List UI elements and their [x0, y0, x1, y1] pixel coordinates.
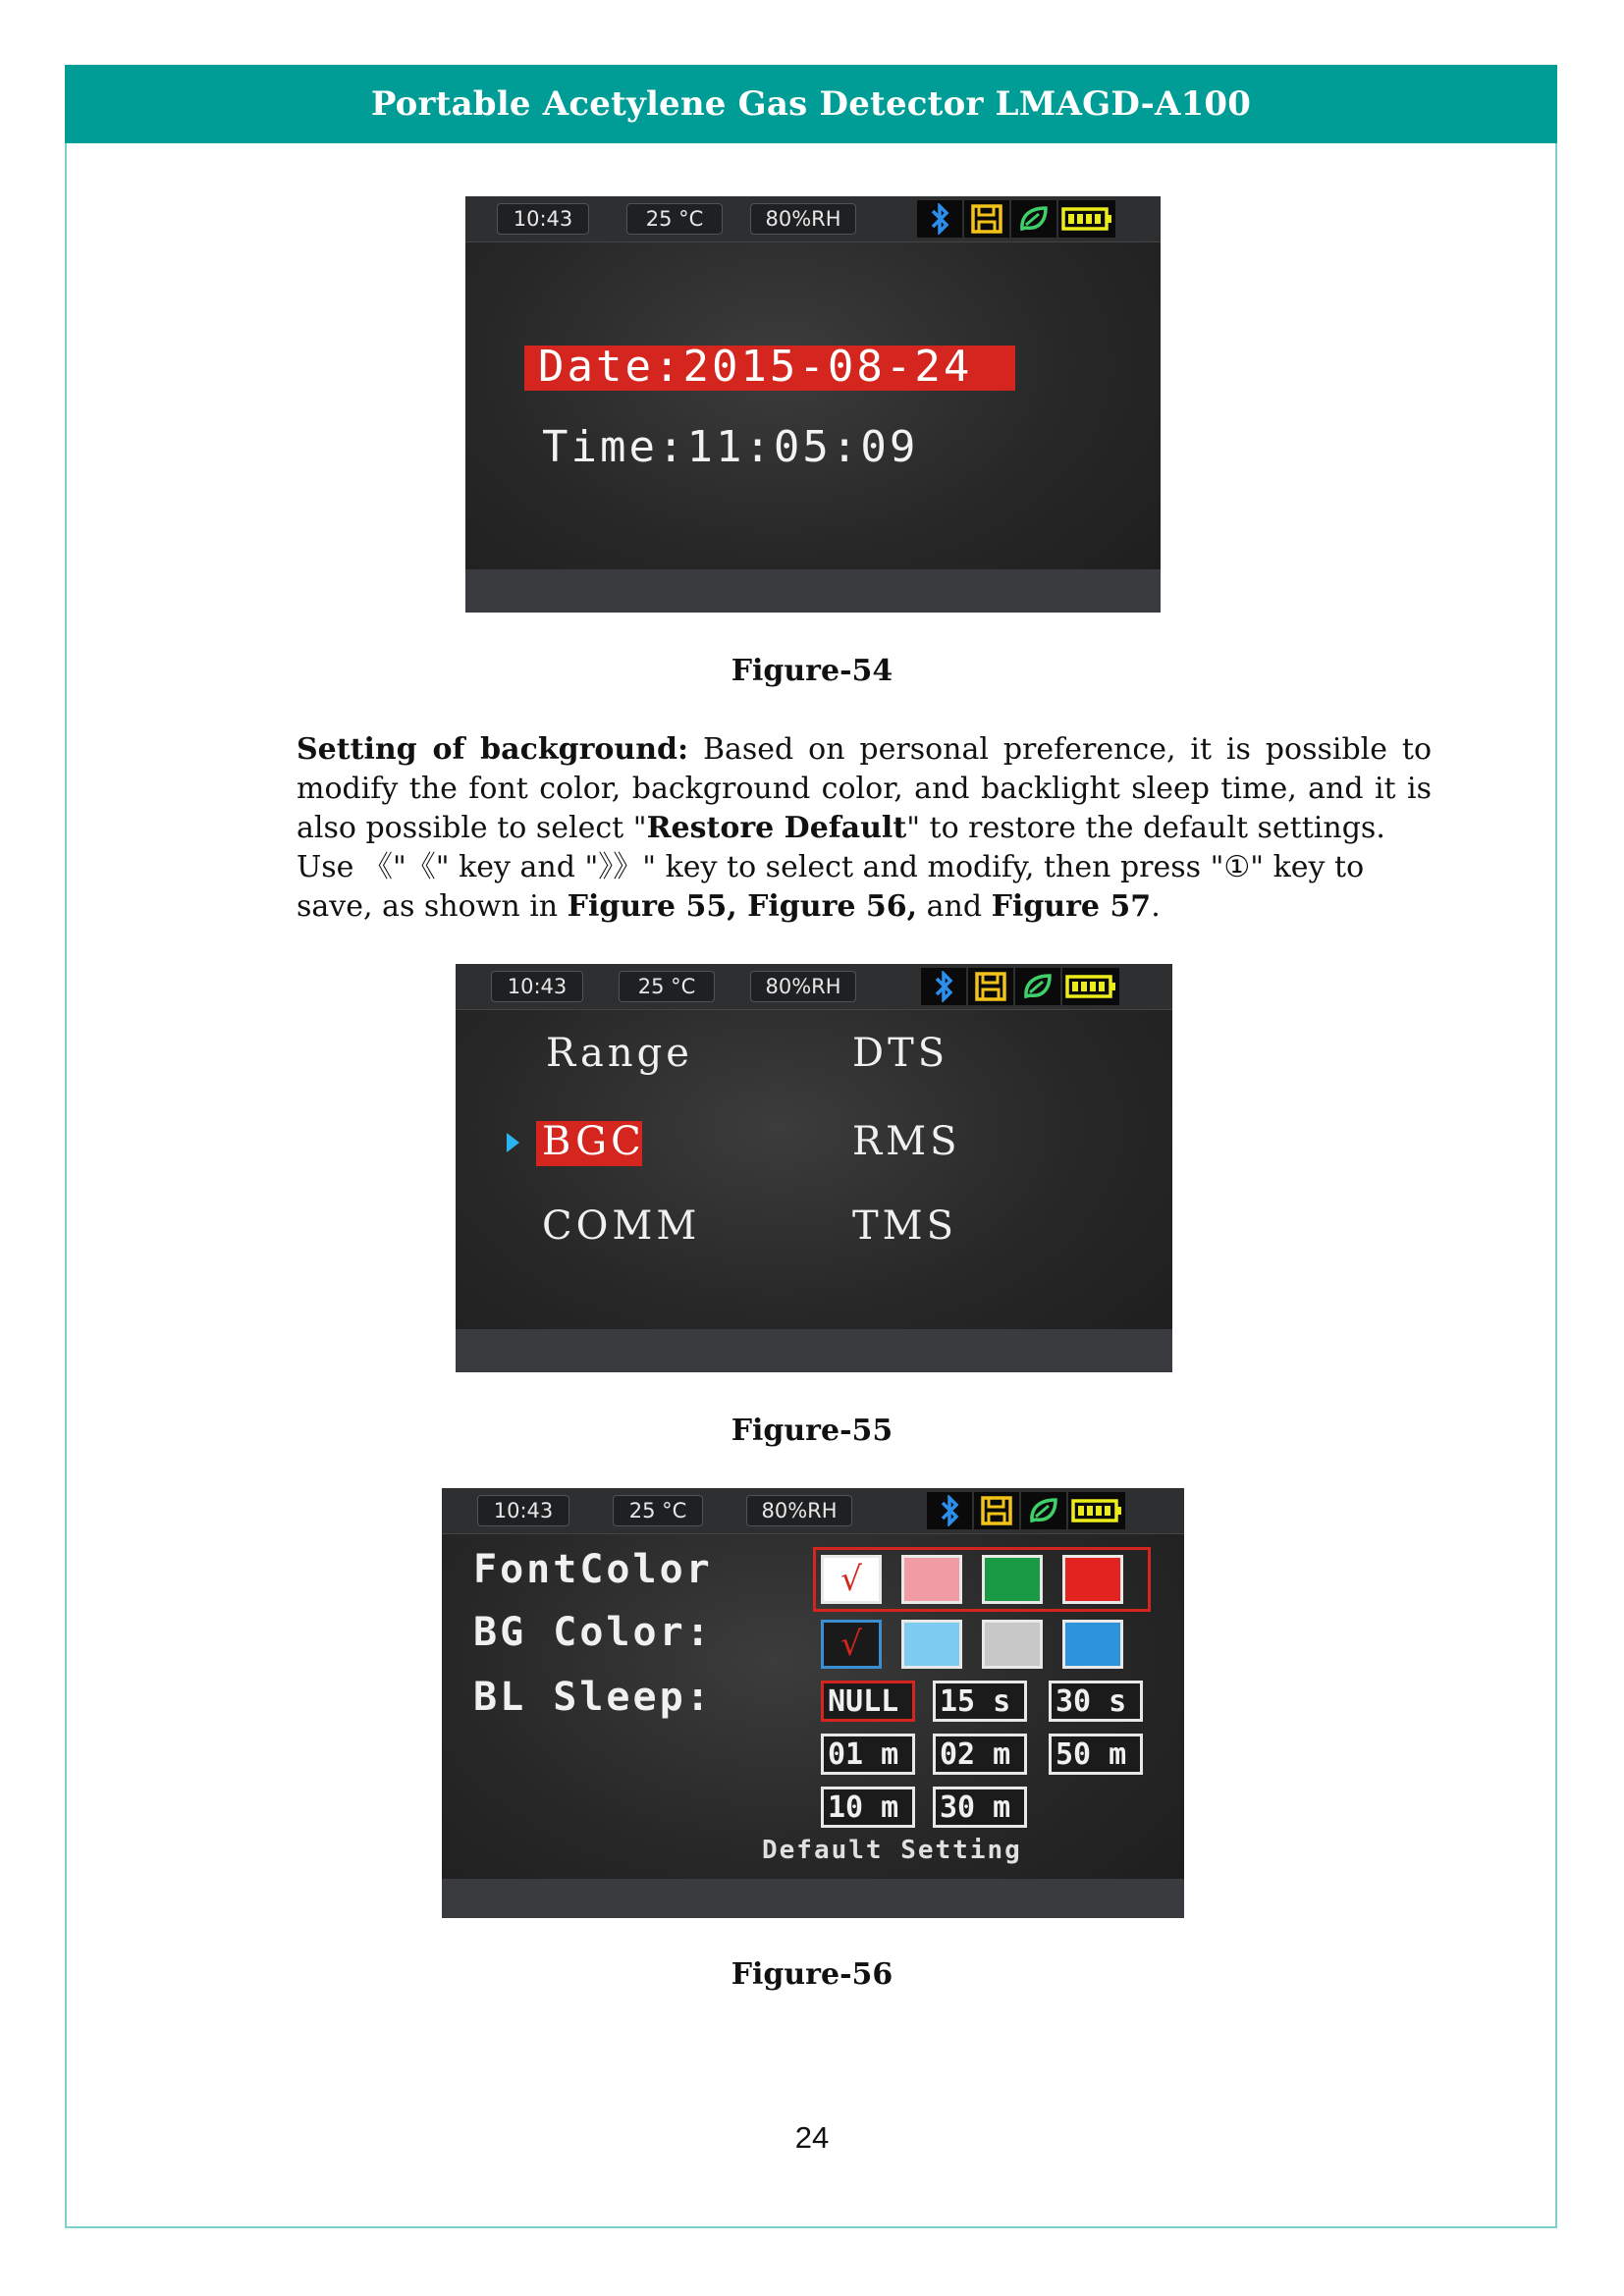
period: .	[1151, 889, 1161, 924]
description-text-2: " to restore the default settings.	[906, 811, 1385, 845]
font-color-swatch-green[interactable]	[982, 1555, 1043, 1604]
status-bar	[442, 1488, 1184, 1534]
section-label: Setting of background:	[297, 732, 689, 767]
instructions-text: Use 《"《" key and "》》" key to select and modify, then press "①" key to save, as shown in	[297, 850, 1365, 924]
bg-color-swatch-gray[interactable]	[982, 1620, 1043, 1669]
menu-item-bgc[interactable]: BGC	[542, 1119, 645, 1164]
and-text: and	[917, 889, 992, 924]
page-header	[65, 65, 1557, 143]
bg-color-swatch-blue[interactable]	[1062, 1620, 1123, 1669]
humidity-readout: 80%RH	[750, 971, 856, 1002]
bl-sleep-label: BL Sleep:	[473, 1675, 713, 1720]
device-screen-background-settings	[442, 1488, 1184, 1918]
time-readout: 10:43	[491, 971, 583, 1002]
sleep-option-10m[interactable]: 10 m	[821, 1787, 915, 1828]
default-setting-button[interactable]: Default Setting	[762, 1836, 1022, 1865]
battery-icon	[1062, 968, 1119, 1005]
figure-57-reference: Figure 57	[991, 889, 1152, 924]
temperature-readout: 25 °C	[613, 1495, 703, 1526]
time-value[interactable]: Time:11:05:09	[542, 422, 919, 472]
sleep-option-50m[interactable]: 50 m	[1049, 1734, 1143, 1775]
font-color-swatch-white[interactable]	[821, 1555, 882, 1604]
status-bar	[465, 196, 1161, 242]
save-icon	[964, 200, 1009, 238]
time-readout: 10:43	[477, 1495, 569, 1526]
sleep-option-null[interactable]: NULL	[821, 1681, 915, 1722]
eco-icon	[1011, 200, 1056, 238]
key-usage-instructions	[297, 848, 1432, 927]
temperature-readout: 25 °C	[619, 971, 715, 1002]
screen-bottom-bar	[442, 1879, 1184, 1918]
font-color-label: FontColor	[473, 1547, 713, 1592]
menu-item-comm[interactable]: COMM	[542, 1203, 701, 1249]
bg-color-swatch-light-blue[interactable]	[901, 1620, 962, 1669]
bluetooth-icon	[921, 968, 966, 1005]
date-value: Date:2015-08-24	[538, 342, 973, 392]
bluetooth-icon	[927, 1492, 972, 1529]
status-bar	[456, 964, 1172, 1010]
font-color-swatch-red[interactable]	[1062, 1555, 1123, 1604]
menu-item-range[interactable]: Range	[546, 1031, 693, 1076]
save-icon	[974, 1492, 1019, 1529]
eco-icon	[1015, 968, 1060, 1005]
device-screen-settings-menu	[456, 964, 1172, 1372]
document-title: Portable Acetylene Gas Detector LMAGD-A100	[370, 84, 1252, 124]
save-icon	[968, 968, 1013, 1005]
sleep-option-15s[interactable]: 15 s	[933, 1681, 1027, 1722]
screen-bottom-bar	[465, 569, 1161, 613]
sleep-option-01m[interactable]: 01 m	[821, 1734, 915, 1775]
font-color-swatch-pink[interactable]	[901, 1555, 962, 1604]
temperature-readout: 25 °C	[626, 203, 723, 235]
background-setting-description	[297, 730, 1432, 848]
sleep-option-30s[interactable]: 30 s	[1049, 1681, 1143, 1722]
sleep-option-02m[interactable]: 02 m	[933, 1734, 1027, 1775]
figure-56-caption: Figure-56	[731, 1957, 893, 1992]
description-text: Based on personal preference, it is possible to modify the font color, background color, and backlight sleep time, and it is also possible to select "	[297, 732, 1433, 845]
checkmark-icon: √	[840, 1560, 862, 1599]
bluetooth-icon	[917, 200, 962, 238]
selection-pointer-icon	[507, 1133, 519, 1152]
battery-icon	[1058, 200, 1115, 238]
figure-54-caption: Figure-54	[731, 654, 893, 688]
checkmark-icon: √	[840, 1625, 862, 1664]
device-screen-date-time	[465, 196, 1161, 613]
restore-default-label: Restore Default	[646, 811, 907, 845]
figure-reference: Figure 55, Figure 56,	[567, 889, 918, 924]
sleep-option-30m[interactable]: 30 m	[933, 1787, 1027, 1828]
battery-icon	[1068, 1492, 1125, 1529]
time-readout: 10:43	[497, 203, 589, 235]
eco-icon	[1021, 1492, 1066, 1529]
humidity-readout: 80%RH	[746, 1495, 852, 1526]
menu-item-rms[interactable]: RMS	[852, 1119, 961, 1164]
screen-bottom-bar	[456, 1329, 1172, 1372]
humidity-readout: 80%RH	[750, 203, 856, 235]
bg-color-label: BG Color:	[473, 1610, 713, 1655]
menu-item-tms[interactable]: TMS	[852, 1203, 958, 1249]
page-number: 24	[794, 2120, 830, 2155]
menu-item-dts[interactable]: DTS	[852, 1031, 949, 1076]
bg-color-swatch-dark[interactable]	[821, 1620, 882, 1669]
figure-55-caption: Figure-55	[731, 1414, 893, 1448]
